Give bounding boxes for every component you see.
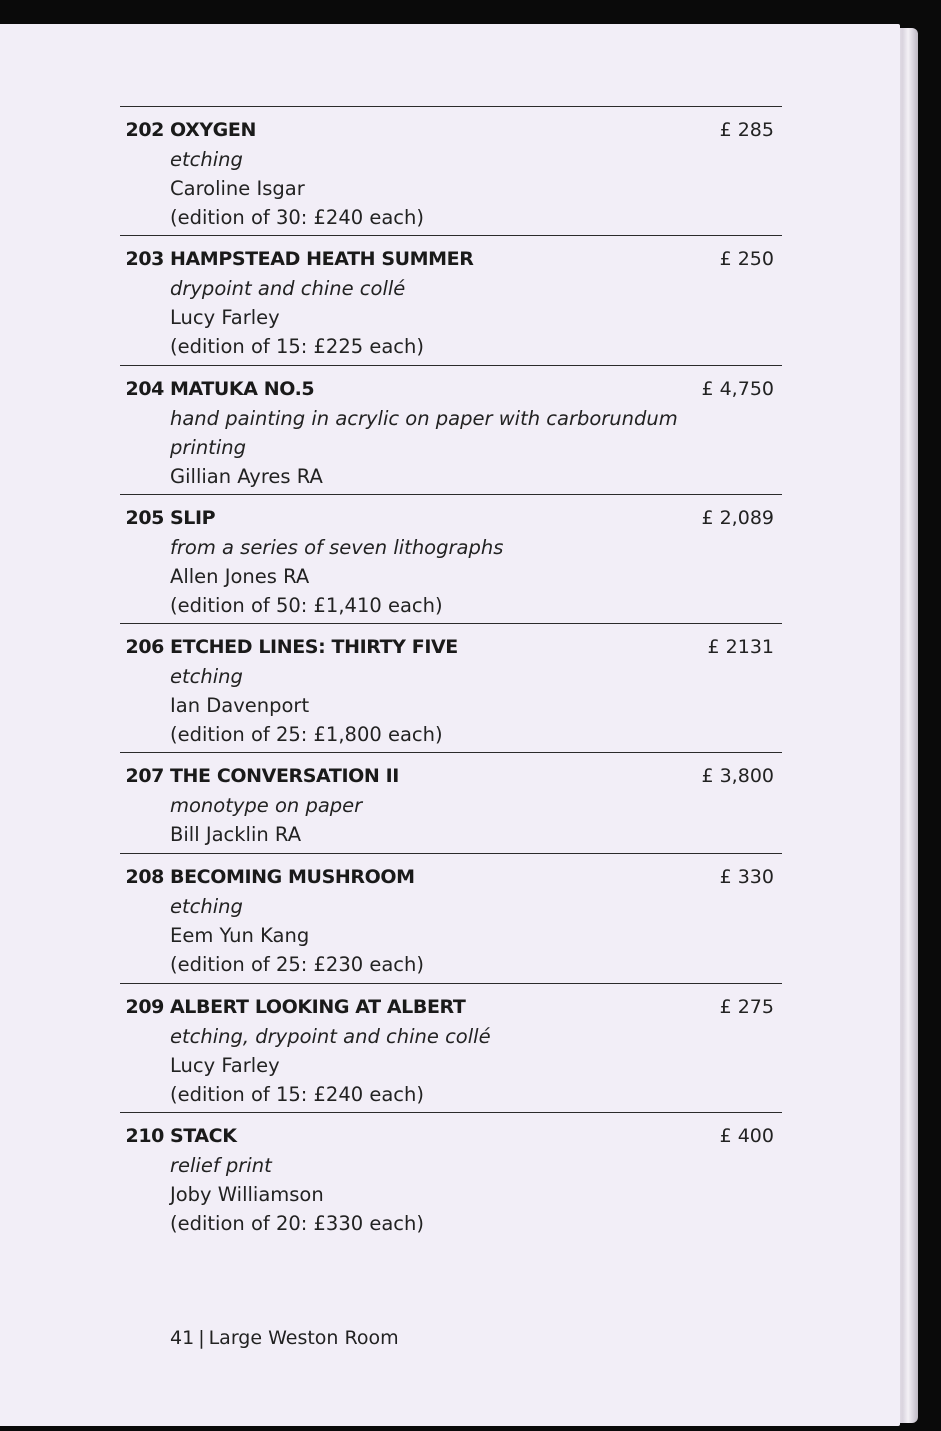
entry-number: 206 bbox=[125, 636, 164, 659]
entry-title: MATUKA NO.5 bbox=[170, 377, 315, 400]
entry-edition: (edition of 50: £1,410 each) bbox=[170, 593, 443, 617]
page-footer bbox=[170, 1324, 399, 1352]
catalogue-entry bbox=[120, 235, 782, 364]
entry-edition: (edition of 25: £230 each) bbox=[170, 953, 424, 977]
entry-title: SLIP bbox=[170, 506, 216, 529]
catalogue-entry bbox=[120, 623, 782, 752]
entry-medium: etching bbox=[170, 895, 243, 919]
entry-edition: (edition of 30: £240 each) bbox=[170, 206, 424, 229]
room-name: Large Weston Room bbox=[208, 1327, 399, 1349]
entry-number: 210 bbox=[125, 1125, 164, 1148]
entry-number: 208 bbox=[125, 866, 164, 889]
entry-number: 205 bbox=[125, 506, 164, 529]
entry-medium: etching, drypoint and chine collé bbox=[170, 1024, 491, 1048]
entry-number: 204 bbox=[125, 377, 164, 400]
entry-medium: hand painting in acrylic on paper with carborundum printing bbox=[170, 406, 678, 459]
entry-price: £ 4,750 bbox=[701, 377, 774, 400]
entry-price: £ 2131 bbox=[707, 636, 774, 659]
entry-title: HAMPSTEAD HEATH SUMMER bbox=[170, 248, 474, 271]
entry-artist: Caroline Isgar bbox=[170, 177, 305, 200]
entry-price: £ 2,089 bbox=[701, 506, 774, 529]
catalogue-entry bbox=[120, 983, 782, 1112]
entry-medium: etching bbox=[170, 148, 243, 171]
entry-edition: (edition of 20: £330 each) bbox=[170, 1212, 424, 1236]
entry-title: ETCHED LINES: THIRTY FIVE bbox=[170, 636, 458, 659]
entry-price: £ 3,800 bbox=[701, 765, 774, 788]
entry-artist: Gillian Ayres RA bbox=[170, 464, 323, 488]
entry-edition: (edition of 15: £240 each) bbox=[170, 1082, 424, 1106]
entry-artist: Eem Yun Kang bbox=[170, 924, 310, 948]
entry-medium: from a series of seven lithographs bbox=[170, 535, 504, 559]
entry-edition: (edition of 25: £1,800 each) bbox=[170, 723, 443, 747]
entry-medium: drypoint and chine collé bbox=[170, 277, 406, 301]
entry-price: £ 400 bbox=[719, 1125, 774, 1148]
entry-title: ALBERT LOOKING AT ALBERT bbox=[170, 995, 466, 1018]
entry-medium: etching bbox=[170, 665, 243, 689]
page-number: 41 bbox=[170, 1327, 195, 1349]
entry-artist: Lucy Farley bbox=[170, 306, 280, 330]
entry-artist: Lucy Farley bbox=[170, 1053, 280, 1077]
entry-medium: monotype on paper bbox=[170, 794, 363, 818]
entry-price: £ 250 bbox=[719, 248, 774, 271]
catalogue-entry bbox=[120, 1112, 782, 1241]
entry-title: STACK bbox=[170, 1125, 237, 1148]
entry-title: THE CONVERSATION II bbox=[170, 765, 399, 788]
entry-artist: Ian Davenport bbox=[170, 694, 310, 718]
catalogue-entry bbox=[120, 106, 782, 235]
entry-price: £ 285 bbox=[719, 119, 774, 141]
entry-price: £ 330 bbox=[719, 866, 774, 889]
entry-medium: relief print bbox=[170, 1154, 272, 1178]
entry-artist: Joby Williamson bbox=[170, 1183, 324, 1207]
entry-artist: Allen Jones RA bbox=[170, 564, 310, 588]
entry-number: 207 bbox=[125, 765, 164, 788]
entry-number: 209 bbox=[125, 995, 164, 1018]
entry-title: BECOMING MUSHROOM bbox=[170, 866, 415, 889]
entry-edition: (edition of 15: £225 each) bbox=[170, 335, 424, 359]
catalogue-entry bbox=[120, 853, 782, 982]
entry-title: OXYGEN bbox=[170, 119, 256, 141]
entry-number: 203 bbox=[125, 248, 164, 271]
footer-separator: | bbox=[198, 1327, 205, 1349]
catalogue-entry bbox=[120, 494, 782, 623]
entry-number: 202 bbox=[125, 119, 164, 141]
entry-artist: Bill Jacklin RA bbox=[170, 823, 302, 847]
catalogue-list bbox=[120, 106, 782, 1241]
catalogue-entry bbox=[120, 752, 782, 853]
entry-price: £ 275 bbox=[719, 995, 774, 1018]
catalogue-entry bbox=[120, 365, 782, 494]
